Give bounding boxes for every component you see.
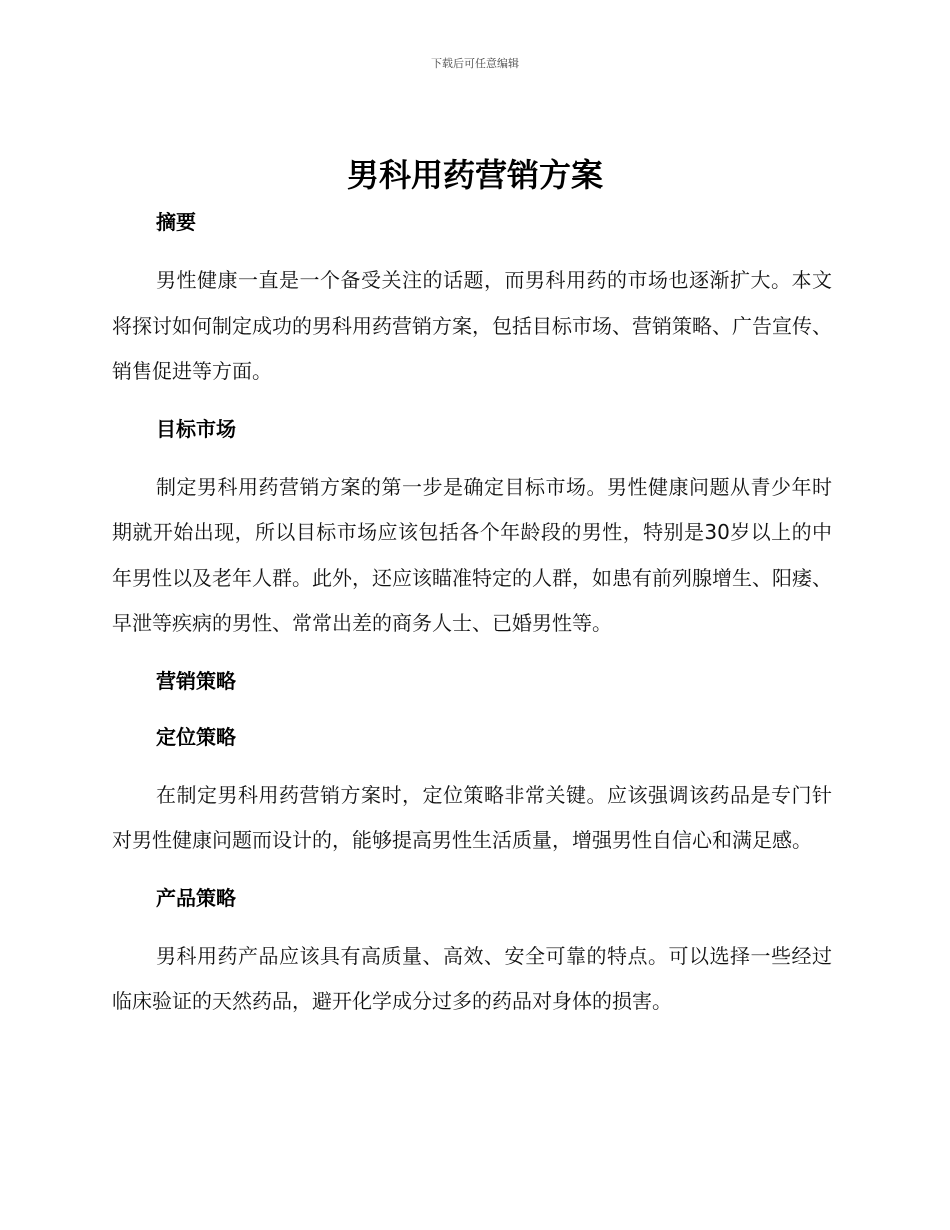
document-body bbox=[112, 200, 832, 1025]
paragraph-abstract: 男性健康一直是一个备受关注的话题，而男科用药的市场也逐渐扩大。本文将探讨如何制定成功的男科用药营销方案，包括目标市场、营销策略、广告宣传、销售促进等方面。 bbox=[112, 268, 832, 383]
section-heading-marketing-strategy: 营销策略 bbox=[156, 668, 236, 693]
document-title: 男科用药营销方案 bbox=[346, 156, 603, 194]
paragraph-positioning: 在制定男科用药营销方案时，定位策略非常关键。应该强调该药品是专门针对男性健康问题而设计的，能够提高男性生活质量，增强男性自信心和满足感。 bbox=[112, 782, 832, 852]
paragraph-target-market: 制定男科用药营销方案的第一步是确定目标市场。男性健康问题从青少年时期就开始出现，所以目标市场应该包括各个年龄段的男性，特别是30岁以上的中年男性以及老年人群。此外，还应该瞄准特定的人群，如患有前列腺增生、阳痿、早泄等疾病的男性、常常出差的商务人士、已婚男性等。 bbox=[112, 474, 832, 635]
section-heading-abstract: 摘要 bbox=[156, 210, 196, 234]
section-heading-product: 产品策略 bbox=[156, 885, 236, 910]
section-heading-target-market: 目标市场 bbox=[156, 416, 236, 441]
header-note: 下载后可任意编辑 bbox=[431, 57, 519, 70]
section-heading-positioning: 定位策略 bbox=[156, 724, 236, 749]
paragraph-product: 男科用药产品应该具有高质量、高效、安全可靠的特点。可以选择一些经过临床验证的天然药品，避开化学成分过多的药品对身体的损害。 bbox=[112, 943, 832, 1013]
